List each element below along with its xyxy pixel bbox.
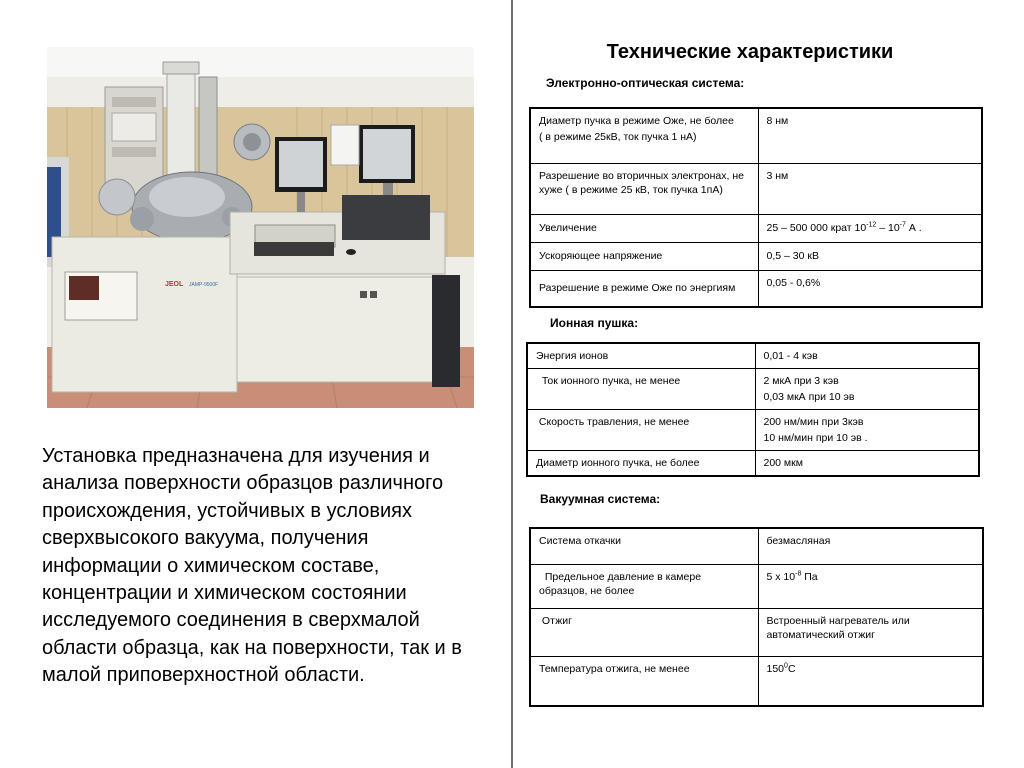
param-cell <box>530 108 758 163</box>
svg-text:JEOL: JEOL <box>165 281 184 288</box>
param-cell: Скорость травления, не менее <box>527 410 755 451</box>
param-cell: Температура отжига, не менее <box>530 656 758 706</box>
table-row <box>530 656 983 706</box>
vacuum-table <box>529 527 984 707</box>
table-row <box>530 163 982 214</box>
param-text: Диаметр пучка в режиме Оже, не более <box>539 115 734 127</box>
table-row <box>530 608 983 656</box>
page-title: Технические характеристики <box>606 41 894 63</box>
instrument-description: Установка предназначена для изучения и анализа поверхности образцов различного происхождения, устойчивых в условиях сверхвысокого вакуума, получения информации о химическом составе, концентрации и химическом состоянии исследуемого соединения в сверхмалой области образца, как на поверхности, так и в малой приповерхностной области. <box>42 445 462 687</box>
value-text: 0,03 мкА при 10 эв <box>763 391 855 403</box>
param-cell: Ускоряющее напряжение <box>530 242 758 270</box>
table-row <box>527 343 979 369</box>
value-cell <box>758 564 983 608</box>
section-title-ion-gun: Ионная пушка: <box>550 316 639 330</box>
param-text: ( в режиме 25кВ, ток пучка 1 нА) <box>539 131 697 143</box>
value-text: 5 х 10 <box>766 570 796 583</box>
value-text: Па <box>801 570 818 583</box>
table-row <box>530 564 983 608</box>
value-cell: 0,5 – 30 кВ <box>758 242 982 270</box>
exponent: 0 <box>784 662 788 669</box>
value-cell <box>758 214 982 242</box>
table-row <box>530 214 982 242</box>
value-text: С <box>787 662 796 675</box>
column-divider <box>511 0 513 768</box>
value-cell <box>758 656 983 706</box>
table-row <box>527 369 979 410</box>
param-cell: Диаметр ионного пучка, не более <box>527 451 755 477</box>
value-cell: 200 мкм <box>755 451 979 477</box>
exponent: -7 <box>899 221 906 229</box>
value-text: А . <box>905 222 922 234</box>
param-cell: Разрешение в режиме Оже по энергиям <box>530 270 758 307</box>
svg-text:JAMP-9500F: JAMP-9500F <box>189 282 219 288</box>
param-cell: Предельное давление в камере образцов, не более <box>530 564 758 608</box>
table-row <box>530 108 982 163</box>
table-row <box>527 410 979 451</box>
value-text: 25 – 500 000 крат 10 <box>766 222 867 234</box>
param-cell: Увеличение <box>530 214 758 242</box>
ion-gun-table <box>526 342 980 477</box>
value-cell: безмасляная <box>758 528 983 564</box>
value-cell: 0,01 - 4 кэв <box>755 343 979 369</box>
value-cell: 0,05 - 0,6% <box>758 270 982 307</box>
value-cell <box>755 369 979 410</box>
value-text: 10 нм/мин при 10 эв . <box>763 432 868 444</box>
param-cell: Система откачки <box>530 528 758 564</box>
value-text: 200 нм/мин при 3кэв <box>763 416 864 428</box>
table-row <box>527 451 979 477</box>
value-cell <box>755 410 979 451</box>
value-text: 150 <box>766 662 785 675</box>
section-title-vacuum: Вакуумная система: <box>540 492 661 506</box>
exponent: -12 <box>866 221 877 229</box>
table-row <box>530 270 982 307</box>
param-cell: Энергия ионов <box>527 343 755 369</box>
param-cell: Отжиг <box>530 608 758 656</box>
exponent: -8 <box>795 570 802 577</box>
electron-optics-table <box>529 107 983 308</box>
param-cell: Ток ионного пучка, не менее <box>527 369 755 410</box>
table-row <box>530 242 982 270</box>
instrument-photo <box>47 47 474 408</box>
value-text: 2 мкА при 3 кэв <box>763 375 839 387</box>
section-title-electron-optics: Электронно-оптическая система: <box>546 76 745 90</box>
value-cell: Встроенный нагреватель или автоматический отжиг <box>758 608 983 656</box>
value-text: – 10 <box>876 222 900 234</box>
value-cell: 8 нм <box>758 108 982 163</box>
table-row <box>530 528 983 564</box>
param-cell: Разрешение во вторичных электронах, не хуже ( в режиме 25 кВ, ток пучка 1пА) <box>530 163 758 214</box>
value-cell: 3 нм <box>758 163 982 214</box>
